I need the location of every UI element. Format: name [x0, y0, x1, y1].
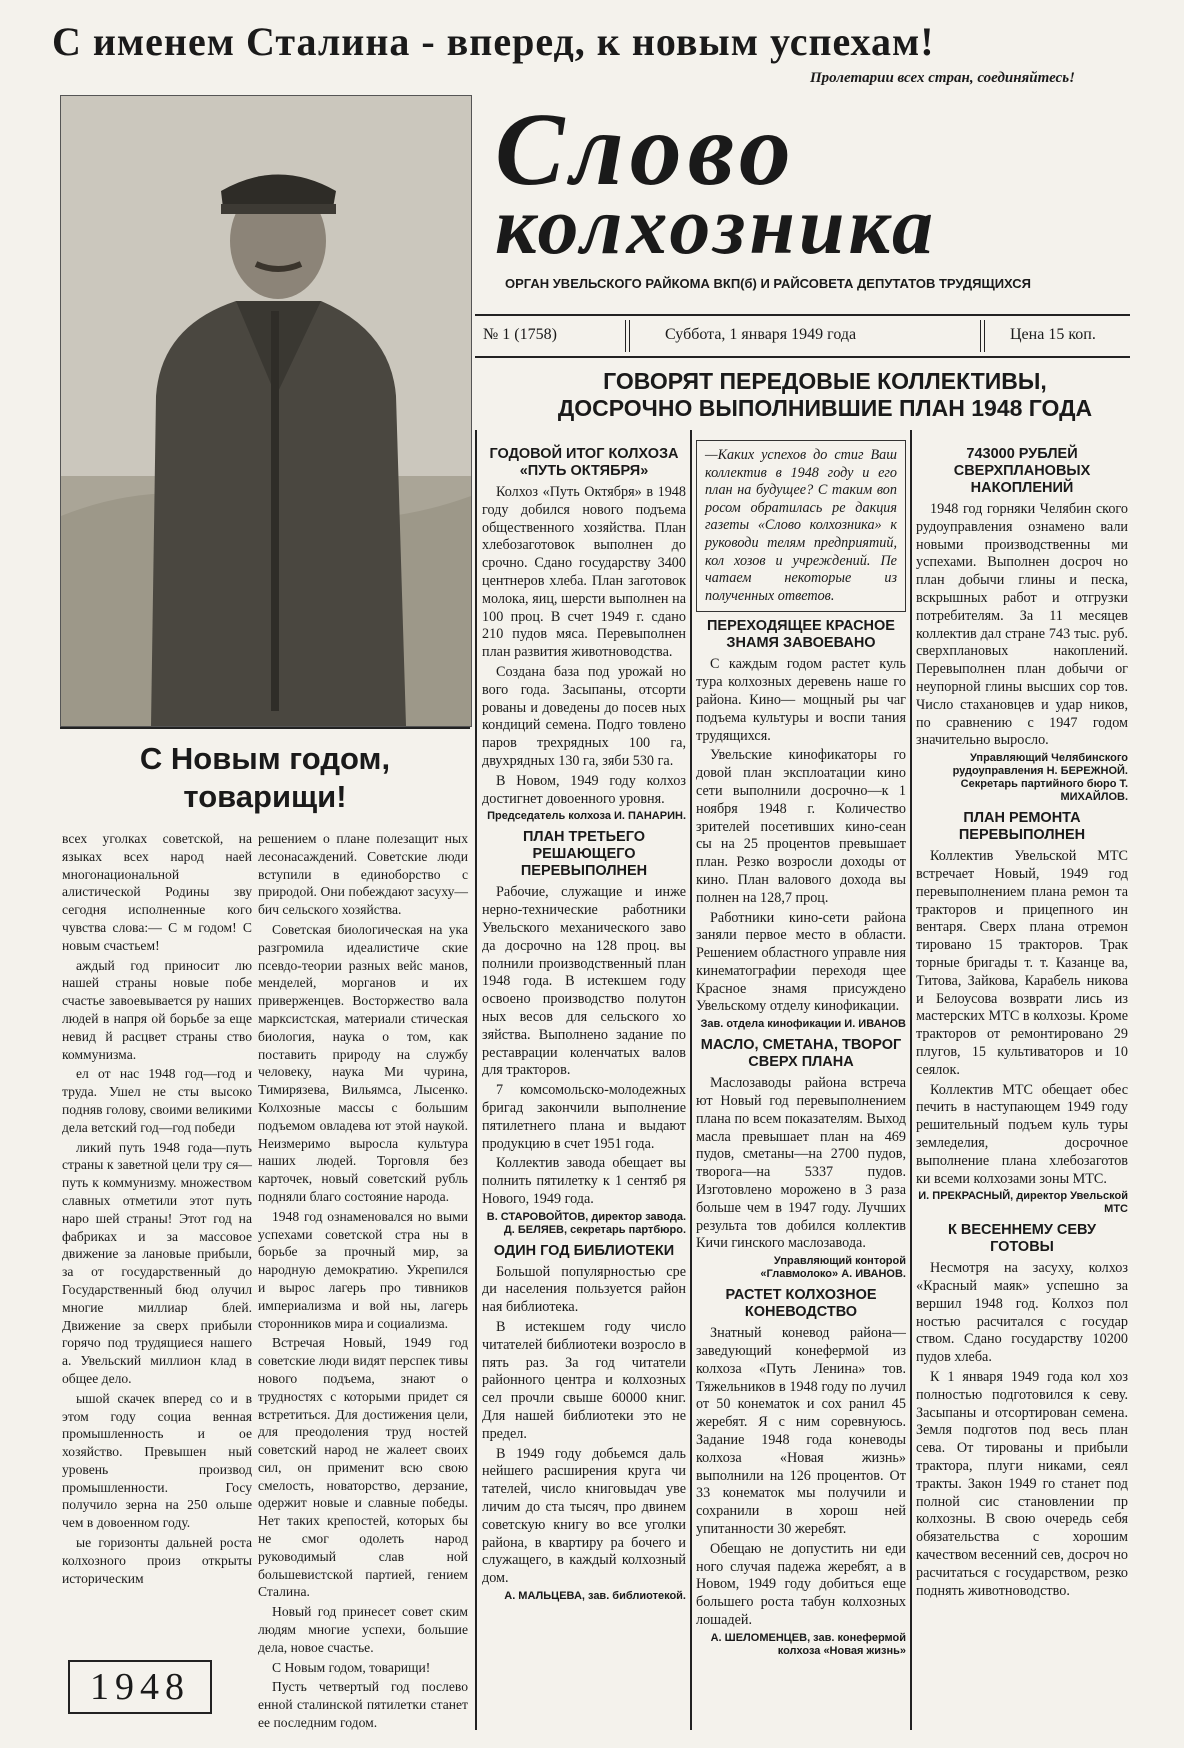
- organ-line: ОРГАН УВЕЛЬСКОГО РАЙКОМА ВКП(б) И РАЙСОВЕТА ДЕПУТАТОВ ТРУДЯЩИХСЯ: [505, 276, 1031, 291]
- issue-bar: [475, 314, 1130, 358]
- article-title: РАСТЕТ КОЛХОЗНОЕ КОНЕВОДСТВО: [725, 1287, 877, 1321]
- article-paragraph: Большой популярностью сре ди населения пользуется район ная библиотека.: [482, 1263, 686, 1316]
- article-paragraph: В Новом, 1949 году колхоз достигнет довоенного уровня.: [482, 772, 686, 807]
- article-title: К ВЕСЕННЕМУ СЕВУ ГОТОВЫ: [948, 1222, 1096, 1256]
- article-paragraph: Обещаю не допустить ни еди ного случая падежа жеребят, а в Новом, 1949 году добиться еще большего роста табун колхозных лошадей.: [696, 1540, 906, 1628]
- column-rule: [910, 430, 912, 1730]
- article-paragraph: Создана база под урожай но вого года. Засыпаны, отсорти рованы и доведены до посев ных кондиций семена. Подго товлено паров трехрядных 100 га, двухрядных 130 га, зяби 530 га.: [482, 663, 686, 769]
- article-paragraph: Знатный коневод района— заведующий конефермой из колхоза «Путь Ленина» тов. Тяжельников в 1948 году по лучил от 50 конематок и сох ранил 45 жеребят. Я с ним соревнуюсь. Задание 1948 года коневоды колхоза «Новая жизнь» выполнили на 126 процентов. От 33 конематок мы получили и сохранили в хорош ней упитанности 30 жеребят.: [696, 1325, 906, 1538]
- article-paragraph: Маслозаводы района встреча ют Новый год перевыполнением плана по всем показателям. Выход масла превышает план на 469 пудов, сметаны—на 2700 пудов, творога—на 5337 пудов. Изготовлено морожено в 3 раза больше чем в 1947 году. Лучших результа тов добился коллектив Кичи гинского маслозавода.: [696, 1075, 906, 1252]
- greeting-line2: товарищи!: [183, 778, 347, 814]
- portrait-illustration: [61, 96, 471, 726]
- column-rule: [690, 430, 692, 1730]
- article-title: ПЛАН РЕМОНТА ПЕРЕВЫПОЛНЕН: [958, 810, 1086, 844]
- article-signature: И. ПРЕКРАСНЫЙ, директор Увельской МТС: [918, 1190, 1128, 1216]
- editorial-paragraph: ые горизонты дальней роста колхозного произ открыты историческим: [62, 1535, 252, 1586]
- article-paragraph: Рабочие, служащие и инже нерно-технические работники Увельского механического заво да досрочно на 128 проц. вы полнили производственный план 1948 года. В истекшем году освоено производство полутон ных весов для сельского хо зяйства. Выполнено задание по реставрации коленчатых валов для тракторов.: [482, 884, 686, 1079]
- article-paragraph: Коллектив завода обещает вы полнить пятилетку к 1 сентяб ря Нового, 1949 года.: [482, 1155, 686, 1207]
- article-signature: Зав. отдела кинофикации И. ИВАНОВ: [700, 1018, 906, 1031]
- article-paragraph: Увельские кинофикаторы го довой план эксплоатации кино сети выполнили досрочно—к 1 ноября 1948 г. Количество зрителей посетивших кино-сеан сы на 25 процентов превышает план. Резко возросли доходы от кино. План валового дохода вы полнен на 128,7 проц.: [696, 747, 906, 906]
- editorial-paragraph: Пусть четвертый год послево енной сталинской пятилетки станет ее последним годом.: [258, 1679, 468, 1731]
- article-column-3: [916, 440, 1128, 1602]
- greeting-line1: С Новым годом,: [139, 741, 391, 776]
- editorial-paragraph: С Новым годом, товарищи!: [272, 1659, 431, 1675]
- issue-separator: [980, 320, 985, 352]
- editorial-paragraph: Советская биологическая на ука разгромила идеалистиче ские псевдо-теории разных вейс манов, менделей, морганов и их приверженцев. Восторжество вала марксистская, материали стическая биология, наука о том, как поставить природу на службу человеку, наука Ми чурина, Тимирязева, Вильямса, Лысенко. Колхозные массы с большим подъемом овладева ют этой наукой. Неизмеримо выросла культура наших людей. Торговля без карточек, новый советский рубль подняли благо состояние народа.: [258, 921, 468, 1204]
- editorial-column-b: [258, 830, 468, 1734]
- article-paragraph: 7 комсомольско-молодежных бригад закончили выполнение пятилетнего плана и выдают продукцию в счет 1951 года.: [482, 1082, 686, 1152]
- article-signature: А. ШЕЛОМЕНЦЕВ, зав. конефермой колхоза «Новая жизнь»: [710, 1631, 906, 1657]
- editorial-paragraph: 1948 год ознаменовался но выми успехами советской стра ны в борьбе за прочный мир, за народную демократию. Укрепился и вырос лагерь про тивников империализма и вой ны, лагерь сторонников мира и социализма.: [258, 1208, 468, 1331]
- article-title: ПЕРЕХОДЯЩЕЕ КРАСНОЕ ЗНАМЯ ЗАВОЕВАНО: [707, 618, 895, 652]
- divider: [60, 727, 470, 729]
- masthead-title-line2: колхозника: [495, 180, 937, 271]
- article-paragraph: В 1949 году добьемся даль нейшего расширения круга чи тателей, число книговыдач уве личим до ста тысяч, про двинем советскую книгу во все уголки района, в квартиру ра бочего и служащего, в каждый колхозный дом.: [482, 1445, 686, 1587]
- article-paragraph: В истекшем году число читателей библиотеки возросло в пять раз. За год читатели районного центра и колхозных сел прочли свыше 60000 книг. Для нашей библиотеки это не предел.: [482, 1319, 686, 1442]
- article-paragraph: Колхоз «Путь Октября» в 1948 году добился нового подъема общественного хозяйства. План хлебозаготовок выполнен до срочно. Сдано государству 3400 центнеров хлеба. План заготовок молока, яиц, шерсти выполнен на 100 проц. В счет 1949 г. сдано 210 пудов мяса. Перевыполнен план развития животноводства.: [482, 484, 686, 661]
- editorial-paragraph: Встречая Новый, 1949 год советские люди видят перспек тивы нового подъема, знают о трудностях с которыми придет ся встретиться. Для достижения цели, для преодоления труд ностей советский народ не жалеет своих сил, он применит всю свою смелость, новаторство, дерзание, одержит новые и славные победы. Нет таких крепостей, которых бы не смог одолеть народ руководимый слав ной большевистской партией, гением Сталина.: [258, 1335, 468, 1600]
- article-title: ОДИН ГОД БИБЛИОТЕКИ: [493, 1242, 675, 1259]
- article-column-1: [482, 440, 686, 1609]
- article-paragraph: Несмотря на засуху, колхоз «Красный маяк» успешно за вершил 1948 год. Колхоз пол ностью расчитался с государ ством. Сдано государству 10200 пудов хлеба.: [916, 1260, 1128, 1366]
- article-paragraph: Коллектив Увельской МТС встречает Новый, 1949 год перевыполнением плана ремон та тракторов и прицепного ин вентаря. Сверх плана отремон тировано 15 тракторов. Трак торные бригады т. т. Казанце ва, Титова, Зайкова, Карабель никова и Белоусова возврати лись из мастерских МТС в колхозы. Кроме тракторов от ремонтировано 29 плугов, 15 культиваторов и 10 сеялок.: [916, 848, 1128, 1078]
- editorial-question-box: —Каких успехов до стиг Ваш коллектив в 1948 году и его план на будущее? С таким воп росом обратилась ре дакция газеты «Слово колхозника» к руководи телям предприятий, кол хозов и учреждений. Пе чатаем некоторые из полученных ответов.: [696, 440, 906, 612]
- top-slogan: С именем Сталина - вперед, к новым успехам!: [52, 19, 935, 64]
- article-signature: А. МАЛЬЦЕВА, зав. библиотекой.: [504, 1590, 686, 1603]
- new-year-greeting: [60, 740, 470, 816]
- article-title: 743000 РУБЛЕЙ СВЕРХПЛАНОВЫХ НАКОПЛЕНИЙ: [953, 446, 1091, 496]
- issue-number: № 1 (1758): [483, 326, 557, 343]
- issue-price: Цена 15 коп.: [1010, 326, 1096, 343]
- editorial-paragraph: Новый год принесет совет ским людям многие успехи, большие дела, новое счастье.: [258, 1604, 468, 1655]
- editorial-column-a: [62, 830, 252, 1589]
- article-signature: В. СТАРОВОЙТОВ, директор завода. Д. БЕЛЯЕВ, секретарь партбюро.: [486, 1210, 686, 1236]
- masthead-title-line1: Слово: [495, 92, 797, 207]
- editorial-paragraph: аждый год приносит лю нашей страны новые побе счастье завоевывается ру нашиx людей в напря ой борьбе за еще невид й расцвет страны ство коммунизма.: [62, 957, 252, 1062]
- motto: Пролетарии всех стран, соединяйтесь!: [810, 70, 1075, 86]
- column-rule: [475, 430, 477, 1730]
- article-title: ПЛАН ТРЕТЬЕГО РЕШАЮЩЕГО ПЕРЕВЫПОЛНЕН: [520, 829, 648, 880]
- main-headline: ГОВОРЯТ ПЕРЕДОВЫЕ КОЛЛЕКТИВЫ, ДОСРОЧНО ВЫПОЛНИВШИЕ ПЛАН 1948 ГОДА: [557, 368, 1093, 421]
- editorial-paragraph: ел от нас 1948 год—год и труда. Ушел не сты высоко подняв голову, своими великими дела ветский год—год победи: [62, 1066, 252, 1135]
- article-signature: Управляющий Челябинского рудоуправления Н. БЕРЕЖНОЙ. Секретарь партийного бюро Т. МИХАЙЛОВ.: [952, 752, 1128, 804]
- editorial-paragraph: всех уголках советской, на языках всех народ наей многонациональной алистической Родины зву сегодня исполненные кого чувства слова:— С м годом! С новым счастьем!: [62, 831, 252, 953]
- article-column-2: [696, 440, 906, 1664]
- issue-separator: [625, 320, 630, 352]
- issue-date: Суббота, 1 января 1949 года: [665, 326, 857, 343]
- article-signature: Председатель колхоза И. ПАНАРИН.: [487, 810, 686, 823]
- article-title: МАСЛО, СМЕТАНА, ТВОРОГ СВЕРХ ПЛАНА: [700, 1037, 902, 1071]
- article-paragraph: С каждым годом растет куль тура колхозных деревень наше го района. Кино— мощный ры чаг подъема культуры и воспи тания трудящихся.: [696, 656, 906, 744]
- article-paragraph: Работники кино-сети района заняли первое место в области. Решением областного управле ния кинематографии переходя щее Красное знамя присуждено Увельскому отделу кинофикации.: [696, 909, 906, 1015]
- year-box: 1948: [68, 1660, 212, 1714]
- article-paragraph: 1948 год горняки Челябин ского рудоуправления ознамено вали новыми производственны ми успехами. Выполнен досроч но план добычи глины и песка, вскрышных работ и отгрузки потребителям. За 11 месяцев коллектив дал стране 743 тыс. руб. сверхплановых накоплений. Перевыполнен план добычи ог неупорной глины высших сор тов. Число стахановцев и удар ников, по сравнению с 1947 годом значительно выросло.: [916, 501, 1128, 749]
- editorial-paragraph: решением о плане полезащит ных лесонасаждений. Советские люди вступили в единоборство с природой. Они побеждают засуху—бич сельского хозяйства.: [258, 831, 468, 918]
- article-title: ГОДОВОЙ ИТОГ КОЛХОЗА «ПУТЬ ОКТЯБРЯ»: [489, 446, 679, 479]
- article-paragraph: К 1 января 1949 года кол хоз полностью подготовился к севу. Засыпаны и отсортирован семена. Земля подготов под весь план сева. От тированы и прибыли трактора, плуги никами, сеял тракты. Закон 1949 го станет под полной сис становлении пр колхозны. В свою очередь себя обязательства с хорошим качеством весенний сев, досроч но расчитаться с государством, резко поднять животноводство.: [916, 1369, 1128, 1599]
- portrait-photo: [60, 95, 472, 727]
- article-signature: Управляющий конторой «Главмолоко» А. ИВАНОВ.: [760, 1255, 906, 1281]
- article-paragraph: Коллектив МТС обещает обес печить в наступающем 1949 году решительный подъем куль туры земледелия, досрочное выполнение плана хлебозаготов ки всеми колхозами зоны МТС.: [916, 1081, 1128, 1187]
- editorial-paragraph: ышой скачек вперед со и в этом году социа венная промышленность и ое хозяйство. Превышен ный уровень производ промышленности. Госу получило зерна на 250 ольше чем в довоенном году.: [62, 1390, 252, 1531]
- editorial-paragraph: ликий путь 1948 года—путь страны к заветной цели тру ся—путь к коммунизму. множеством славных отметили этот путь наро шей страны! Этот год на фабриках и за массовое движение за лановые прибыли, за от государственный до Государственный бюд олучил многие миллиар блей. Движение за сверх прибыли горячо под трудящиеся нашего а. Увельский миллион клад в общее дело.: [62, 1139, 252, 1386]
